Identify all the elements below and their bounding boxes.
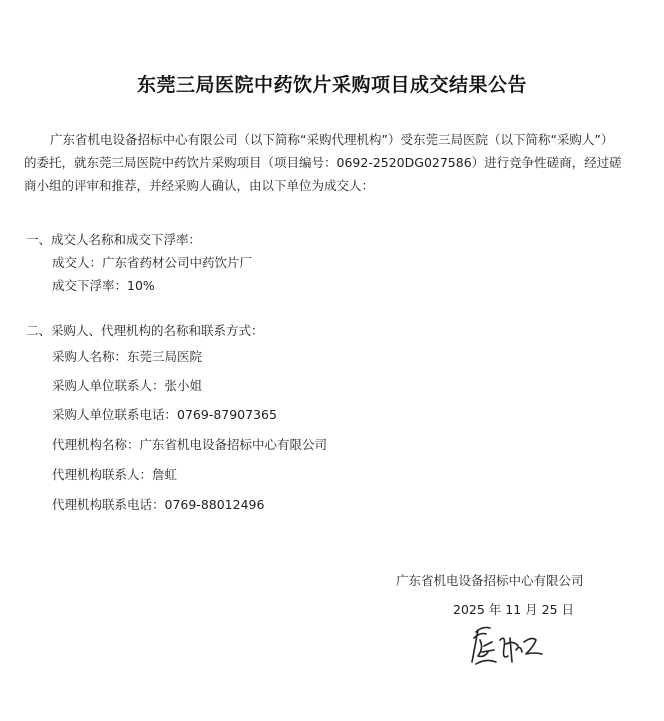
signature-stroke-2 [500,638,522,662]
footer-date: 2025 年 11 月 25 日 [453,602,574,617]
winner-discount-rate: 成交下浮率：10% [52,278,155,293]
purchaser-name: 采购人名称：东莞三局医院 [52,349,203,364]
agency-name: 代理机构名称：广东省机电设备招标中心有限公司 [52,437,328,452]
intro-text: 广东省机电设备招标中心有限公司（以下简称“采购代理机构”）受东莞三局医院（以下简称“采购人”）的委托，就东莞三局医院中药饮片采购项目（项目编号：0692-2520DG027586）进行竞争性磋商，经过磋商小组的评审和推荐，并经采购人确认，由以下单位为成交人： [24,132,622,193]
signature-stroke-3 [524,638,542,654]
agency-contact: 代理机构联系人：詹虹 [52,467,178,482]
intro-paragraph [24,128,624,197]
winner-name: 成交人：广东省药材公司中药饮片厂 [52,255,253,270]
agency-phone: 代理机构联系电话：0769-88012496 [52,497,265,512]
handwritten-signature [466,618,546,674]
footer-agency-name: 广东省机电设备招标中心有限公司 [396,573,584,588]
section-1-heading: 一、成交人名称和成交下浮率： [26,232,202,247]
purchaser-contact: 采购人单位联系人：张小姐 [52,378,203,393]
signature-stroke-1 [472,628,496,665]
page-title: 东莞三局医院中药饮片采购项目成交结果公告 [136,74,527,96]
section-2-heading: 二、采购人、代理机构的名称和联系方式： [26,323,264,338]
purchaser-phone: 采购人单位联系电话：0769-87907365 [52,407,277,422]
